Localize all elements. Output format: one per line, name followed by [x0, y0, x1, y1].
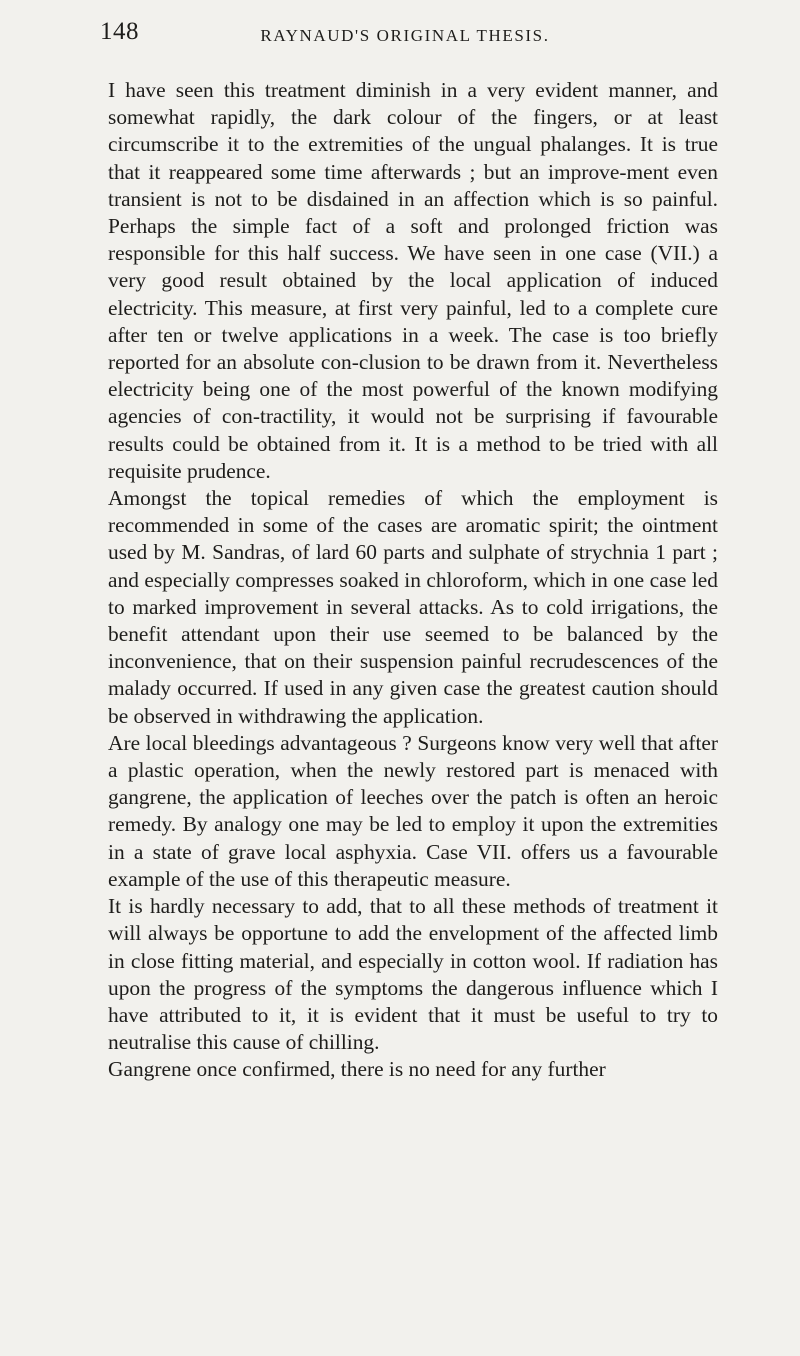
- body-text: [108, 77, 718, 1084]
- running-head: [100, 18, 710, 58]
- running-title: RAYNAUD'S ORIGINAL THESIS.: [260, 26, 550, 45]
- paragraph-topical-remedies: Amongst the topical remedies of which the employment is recommended in some of the cases are aromatic spirit; the ointment used by M. Sandras, of lard 60 parts and sulphate of strychnia 1 part ; and especially compresses soaked in chloroform, which in one case led to marked improvement in several attacks. As to cold irrigations, the benefit attendant upon their use seemed to be balanced by the inconvenience, that on their suspension painful recrudescences of the malady occurred. If used in any given case the greatest caution should be observed in withdrawing the application.: [108, 486, 718, 728]
- paragraph-envelopment: It is hardly necessary to add, that to all these methods of treatment it will always be opportune to add the envelopment of the affected limb in close fitting material, and especially in cotton wool. If radiation has upon the progress of the symptoms the dangerous influence which I have attributed to it, it is evident that it must be useful to try to neutralise this cause of chilling.: [108, 894, 718, 1055]
- paragraph-local-bleedings: Are local bleedings advantageous ? Surgeons know very well that after a plastic operation, when the newly restored part is menaced with gangrene, the application of leeches over the patch is often an heroic remedy. By analogy one may be led to employ it upon the extremities in a state of grave local asphyxia. Case VII. offers us a favourable example of the use of this therapeutic measure.: [108, 730, 718, 891]
- paragraph-electricity: I have seen this treatment diminish in a very evident manner, and somewhat rapidly, the dark colour of the fingers, or at least circumscribe it to the extremities of the ungual phalanges. It is true that it reappeared some time afterwards ; but an improve-ment even transient is not to be disdained in an affection which is so painful. Perhaps the simple fact of a soft and prolonged friction was responsible for this half success. We have seen in one case (VII.) a very good result obtained by the local application of induced electricity. This measure, at first very painful, led to a complete cure after ten or twelve applications in a week. The case is too briefly reported for an absolute con-clusion to be drawn from it. Nevertheless electricity being one of the most powerful of the known modifying agencies of con-tractility, it would not be surprising if favourable results could be obtained from it. It is a method to be tried with all requisite prudence.: [108, 78, 718, 483]
- paragraph-gangrene: Gangrene once confirmed, there is no need for any further: [108, 1057, 606, 1082]
- page-number: 148: [100, 18, 139, 45]
